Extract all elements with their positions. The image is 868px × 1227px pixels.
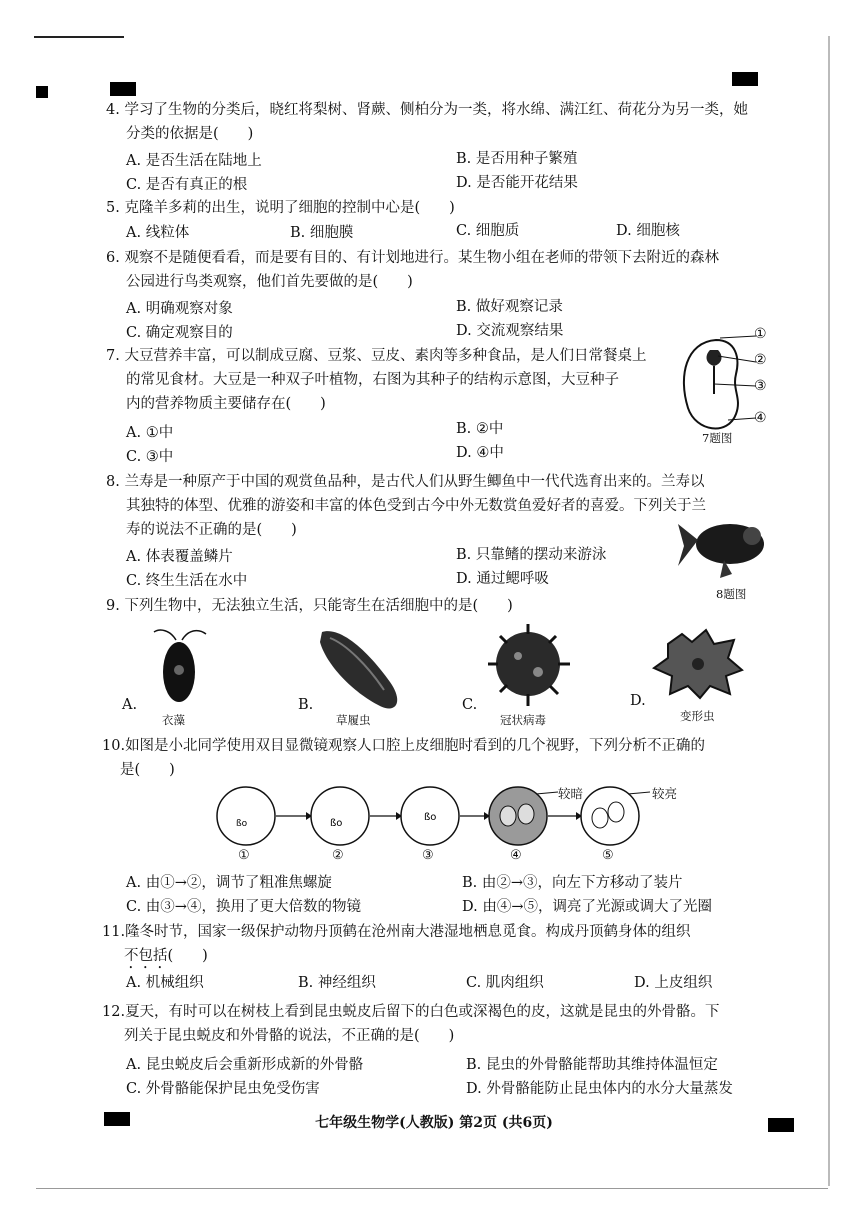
option-c[interactable]: C. 细胞质: [456, 223, 520, 239]
question-stem: 隆冬时节，国家一级保护动物丹顶鹤在沧州南大港湿地栖息觅食。构成丹顶鹤身体的组织: [125, 924, 691, 940]
question-stem: 克隆羊多莉的出生，说明了细胞的控制中心是( ): [124, 200, 455, 216]
question-12: [102, 1000, 796, 1048]
option-b[interactable]: B. 做好观察记录: [456, 299, 563, 315]
option-d[interactable]: D. 上皮组织: [634, 975, 713, 991]
paramecium-image: [312, 624, 412, 714]
option-b[interactable]: B. 只靠鳍的摆动来游泳: [456, 547, 607, 563]
option-c[interactable]: C. 外骨骼能保护昆虫免受伤害: [126, 1081, 320, 1097]
question-stem: 夏天，有时可以在树枝上看到昆虫蜕皮后留下的白色或深褐色的皮，这就是昆虫的外骨骼。下: [125, 1004, 720, 1020]
question-stem: 寿的说法不正确的是( ): [126, 522, 297, 538]
scan-artifact-line: [34, 36, 124, 38]
option-a[interactable]: A. 明确观察对象: [126, 301, 233, 317]
organism-caption: 变形虫: [680, 709, 715, 723]
paramecium-body: [320, 631, 397, 708]
question-stem: 兰寿是一种原产于中国的观赏鱼品种，是古代人们从野生鲫鱼中一代代选育出来的。兰寿以: [124, 474, 705, 490]
organism-caption: 草履虫: [336, 713, 371, 727]
option-d[interactable]: D. 由④→⑤，调亮了光源或调大了光圈: [462, 899, 712, 915]
seed-label-1: ①: [754, 326, 767, 342]
question-stem: 如图是小北同学使用双目显微镜观察人口腔上皮细胞时看到的几个视野，下列分析不正确的: [125, 738, 706, 754]
option-d[interactable]: D.: [630, 693, 646, 709]
seed-label-4: ④: [754, 410, 767, 426]
option-a[interactable]: A. 机械组织: [126, 975, 204, 991]
option-d[interactable]: D. 细胞核: [616, 223, 680, 239]
page-edge-bottom: [36, 1188, 828, 1189]
page-edge: [828, 36, 830, 1186]
virus-texture: [533, 667, 543, 677]
option-a[interactable]: A. 由①→②，调节了粗准焦螺旋: [126, 875, 332, 891]
question-6: [106, 246, 796, 294]
flagellum-right: [182, 631, 206, 640]
option-c[interactable]: C. ③中: [126, 449, 174, 465]
question-stem: 学习了生物的分类后，晓红将梨树、肾蕨、侧柏分为一类，将水绵、满江红、荷花分为另一类，她: [124, 102, 748, 118]
cell: [592, 808, 608, 828]
seed-label-3: ③: [754, 378, 767, 394]
soybean-seed-diagram: [676, 328, 796, 438]
option-b[interactable]: B. 神经组织: [298, 975, 376, 991]
cell: [500, 806, 516, 826]
option-c[interactable]: C. 终生生活在水中: [126, 573, 248, 589]
question-number: 6.: [106, 250, 120, 266]
registration-mark: [36, 86, 48, 98]
option-a[interactable]: A.: [122, 697, 138, 713]
option-b[interactable]: B. 是否用种子繁殖: [456, 151, 578, 167]
option-b[interactable]: B. ②中: [456, 421, 504, 437]
question-number: 5.: [106, 200, 120, 216]
question-stem: 大豆营养丰富，可以制成豆腐、豆浆、豆皮、素肉等多种食品，是人们日常餐桌上: [124, 348, 647, 364]
question-9: [106, 594, 796, 618]
question-number: 4.: [106, 102, 120, 118]
question-stem: 列关于昆虫蜕皮和外骨骼的说法，不正确的是( ): [124, 1028, 455, 1044]
question-number: 8.: [106, 474, 120, 490]
option-d[interactable]: D. 是否能开花结果: [456, 175, 578, 191]
question-11: [102, 920, 796, 972]
virus-texture: [514, 652, 522, 660]
amoeba-nucleus: [692, 658, 704, 670]
option-c[interactable]: C. 确定观察目的: [126, 325, 233, 341]
question-stem: 公园进行鸟类观察，他们首先要做的是( ): [126, 274, 413, 290]
option-b[interactable]: B. 由②→③，向左下方移动了装片: [462, 875, 683, 891]
chlamydomonas-image: [140, 626, 220, 710]
question-7: [106, 344, 666, 416]
option-a[interactable]: A. 线粒体: [126, 225, 190, 241]
embryo-plumule: [707, 350, 722, 366]
field-label-2: ②: [332, 848, 344, 863]
figure-caption: 8题图: [716, 587, 747, 601]
question-4: [106, 98, 796, 146]
question-stem: 分类的依据是( ): [126, 126, 254, 142]
question-stem: 其独特的体型、优雅的游姿和丰富的体色受到古今中外无数赏鱼爱好者的喜爱。下列关于兰: [126, 498, 706, 514]
option-a[interactable]: A. ①中: [126, 425, 174, 441]
option-a[interactable]: A. 体表覆盖鳞片: [126, 549, 233, 565]
question-number: 7.: [106, 348, 120, 364]
question-number: 11.: [102, 924, 126, 940]
question-number: 9.: [106, 598, 120, 614]
option-c[interactable]: C. 肌肉组织: [466, 975, 544, 991]
cell-speck: ßo: [424, 812, 437, 823]
page-footer: 七年级生物学(人教版) 第2页 (共6页): [315, 1115, 553, 1131]
fish-head-hood: [743, 527, 761, 545]
amoeba-image: [648, 624, 748, 704]
option-b[interactable]: B. 昆虫的外骨骼能帮助其维持体温恒定: [466, 1057, 718, 1073]
coronavirus-image: [480, 620, 580, 710]
question-stem: 观察不是随便看看，而是要有目的、有计划地进行。某生物小组在老师的带领下去附近的森林: [124, 250, 719, 266]
question-stem: 下列生物中，无法独立生活，只能寄生在活细胞中的是( ): [124, 598, 513, 614]
option-c[interactable]: C. 由③→④，换用了更大倍数的物镜: [126, 899, 361, 915]
field-label-4: ④: [510, 848, 522, 863]
field-1: [217, 787, 275, 845]
question-stem: 不包括( ): [124, 948, 208, 964]
option-c[interactable]: C.: [462, 697, 478, 713]
field-2: [311, 787, 369, 845]
option-d[interactable]: D. 通过鳃呼吸: [456, 571, 549, 587]
question-stem: 内的营养物质主要储存在( ): [126, 396, 326, 412]
organism-caption: 衣藻: [162, 713, 185, 727]
nucleus: [174, 665, 184, 675]
field-label-5: ⑤: [602, 848, 614, 863]
cell: [608, 802, 624, 822]
field-label-1: ①: [238, 848, 250, 863]
question-number: 12.: [102, 1004, 126, 1020]
cell-speck: ßo: [236, 819, 248, 829]
option-b[interactable]: B.: [298, 697, 314, 713]
leader-line-1: [720, 336, 756, 338]
option-d[interactable]: D. 交流观察结果: [456, 323, 564, 339]
question-10: [102, 734, 796, 782]
option-a[interactable]: A. 是否生活在陆地上: [126, 153, 262, 169]
cell-speck: ßo: [330, 818, 343, 829]
option-b[interactable]: B. 细胞膜: [290, 225, 354, 241]
field-label-3: ③: [422, 848, 434, 863]
goldfish-image: [676, 516, 786, 586]
option-c[interactable]: C. 是否有真正的根: [126, 177, 248, 193]
microscope-fields-diagram: [216, 782, 686, 852]
flagellum-left: [154, 630, 176, 640]
cell: [518, 804, 534, 824]
option-a[interactable]: A. 昆虫蜕皮后会重新形成新的外骨骼: [126, 1057, 364, 1073]
option-d[interactable]: D. ④中: [456, 445, 504, 461]
question-number: 10.: [102, 738, 126, 754]
label-brighter: 较亮: [652, 786, 678, 801]
leader-line: [536, 792, 558, 794]
leader-line-4: [728, 418, 756, 420]
option-d[interactable]: D. 外骨骼能防止昆虫体内的水分大量蒸发: [466, 1081, 733, 1097]
question-stem: 是( ): [120, 762, 175, 778]
registration-mark: [732, 72, 758, 86]
question-stem: 的常见食材。大豆是一种双子叶植物，右图为其种子的结构示意图，大豆种子: [126, 372, 619, 388]
organism-caption: 冠状病毒: [500, 713, 546, 727]
seed-label-2: ②: [754, 352, 767, 368]
leader-line: [628, 792, 650, 794]
label-darker: 较暗: [558, 786, 584, 801]
figure-caption: 7题图: [702, 431, 733, 445]
registration-mark: [110, 82, 136, 96]
fish-tail: [678, 524, 698, 566]
question-5: [106, 196, 796, 220]
